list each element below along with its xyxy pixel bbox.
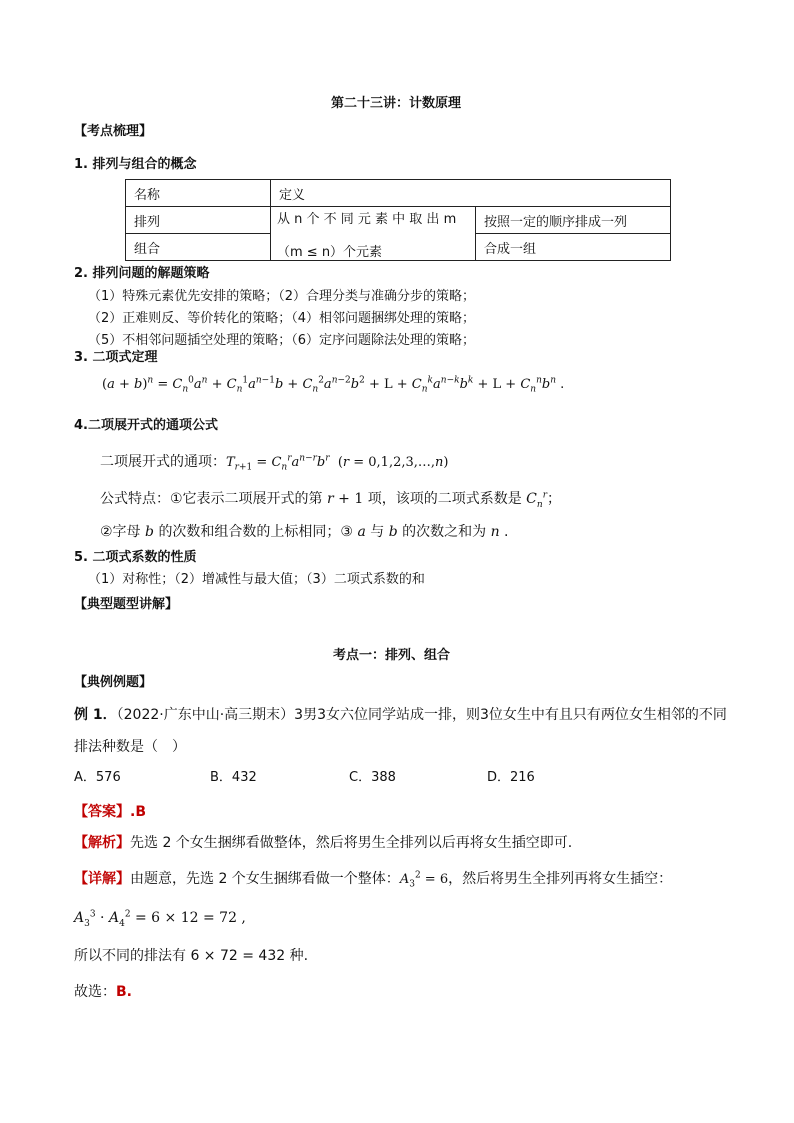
- heading-strategies: 2. 排列问题的解题策略: [74, 266, 210, 281]
- table-cell-combination: 组合: [126, 234, 271, 261]
- option-a: [74, 770, 121, 786]
- feature2-text-d: 的次数之和为: [402, 524, 487, 540]
- general-term-line: [100, 453, 448, 472]
- heading-permutation-combination: 1. 排列与组合的概念: [74, 157, 197, 172]
- strategy-line-2: （2）正难则反、等价转化的策略；（4）相邻问题捆绑处理的策略；: [88, 311, 476, 326]
- topic-heading: 考点一：排列、组合: [333, 648, 451, 663]
- heading-binomial-theorem: 3. 二项式定理: [74, 350, 158, 365]
- example-question-text: 3男3女六位同学站成一排，则3位女生中有且只有两位女生相邻的不同: [294, 707, 727, 723]
- final-answer-line: [74, 983, 132, 1001]
- table-header-definition: 定义: [271, 180, 671, 207]
- example-question-line1: [74, 706, 727, 724]
- answer-value: B: [135, 804, 146, 820]
- binomial-theorem-formula: $(a + b)^n = C_n^0a^n + C_n^1a^{n-1}b + C_n^2a^{n-2}b^2 + L + C_n^ka^{n-k}b^k + L + C_n^nb^n$ .: [102, 375, 565, 395]
- calculation-line: [74, 909, 246, 927]
- detail-tag: 【详解】: [74, 871, 130, 887]
- option-b-label: B．: [210, 770, 232, 785]
- common-definition-line2: （m ≤ n）个元素: [277, 244, 383, 260]
- detail-formula-a32: $A_3^2 = 6$: [399, 870, 449, 890]
- option-d-value: 216: [510, 770, 535, 785]
- feature-text-b: 项，该项的二项式系数是: [367, 491, 522, 507]
- strategy-line-1: （1）特殊元素优先安排的策略；（2）合理分类与准确分步的策略；: [88, 289, 476, 304]
- formula-feature-line-2: ②字母 b 的次数和组合数的上标相同；③ a 与 b 的次数之和为 n .: [100, 524, 509, 540]
- table-cell-permutation-definition: 按照一定的顺序排成一列: [476, 207, 671, 234]
- formula-feature-line-1: [100, 490, 561, 508]
- feature2-text-c: 与: [370, 524, 385, 540]
- calc-result: = 6 × 12 = 72 ,: [135, 910, 246, 926]
- option-b: [210, 770, 257, 786]
- strategy-line-3: （5）不相邻问题插空处理的策略；（6）定序问题除法处理的策略；: [88, 333, 476, 348]
- section-heading-examples: 【典型题型讲解】: [74, 597, 179, 612]
- common-definition-line1: 从 n 个 不 同 元 素 中 取 出 m: [277, 211, 457, 227]
- option-a-label: A．: [74, 770, 96, 785]
- table-cell-permutation: 排列: [126, 207, 271, 234]
- final-tag: 故选：: [74, 984, 116, 1000]
- feature-text-a: 公式特点：①它表示二项展开式的第: [100, 491, 323, 507]
- heading-binomial-properties: 5. 二项式系数的性质: [74, 550, 197, 565]
- option-d: [487, 770, 535, 786]
- detail-line: [74, 870, 672, 889]
- option-c-value: 388: [371, 770, 396, 785]
- feature2-text-a: ②字母: [100, 524, 141, 540]
- general-term-formula: $T_{r+1} = C_n^ra^{n-r}b^r$ (r = 0,1,2,3,…,n): [226, 453, 449, 473]
- option-d-label: D．: [487, 770, 511, 785]
- option-a-value: 576: [95, 770, 121, 785]
- feature-r-plus-1: r + 1: [327, 491, 368, 507]
- analysis-text: 先选 2 个女生捆绑看做整体，然后将男生全排列以后再将女生插空即可.: [130, 835, 573, 851]
- example-question-line2: 排法种数是（ ）: [74, 739, 186, 755]
- feature-coefficient: $C_n^r$；: [526, 490, 561, 510]
- page-title: 第二十三讲：计数原理: [331, 96, 462, 111]
- calc-expression: $A_3^3 \cdot A_4^2$: [74, 909, 131, 929]
- table-cell-combination-definition: 合成一组: [476, 234, 671, 261]
- detail-text-a: 由题意，先选 2 个女生捆绑看做一个整体：: [130, 871, 400, 887]
- answer-tag: 【答案】.: [74, 804, 136, 820]
- feature2-period: .: [504, 524, 509, 540]
- example-label: 【典例例题】: [74, 675, 153, 690]
- option-c-label: C．: [349, 770, 372, 785]
- option-b-value: 432: [231, 770, 257, 785]
- table-cell-common-definition: [271, 207, 476, 261]
- example-source: （2022·广东中山·高三期末）: [116, 707, 295, 723]
- option-c: [349, 770, 396, 786]
- detail-text-b: ，然后将男生全排列再将女生插空：: [448, 871, 673, 887]
- analysis-tag: 【解析】: [74, 835, 130, 851]
- final-value: B.: [116, 984, 132, 1000]
- feature2-text-b: 的次数和组合数的上标相同；③: [158, 524, 353, 540]
- example-prefix: 例 1．: [74, 707, 117, 723]
- definition-table: [125, 179, 671, 261]
- binomial-properties-line: （1）对称性；（2）增减性与最大值；（3）二项式系数的和: [88, 572, 425, 587]
- conclusion-line: 所以不同的排法有 6 × 72 = 432 种.: [74, 948, 309, 964]
- heading-general-term: 4.二项展开式的通项公式: [74, 418, 218, 433]
- answer-line: [74, 803, 146, 821]
- general-term-label: 二项展开式的通项：: [100, 454, 226, 470]
- table-header-name: 名称: [126, 180, 271, 207]
- analysis-line: [74, 834, 572, 852]
- section-heading-key-points: 【考点梳理】: [74, 124, 153, 139]
